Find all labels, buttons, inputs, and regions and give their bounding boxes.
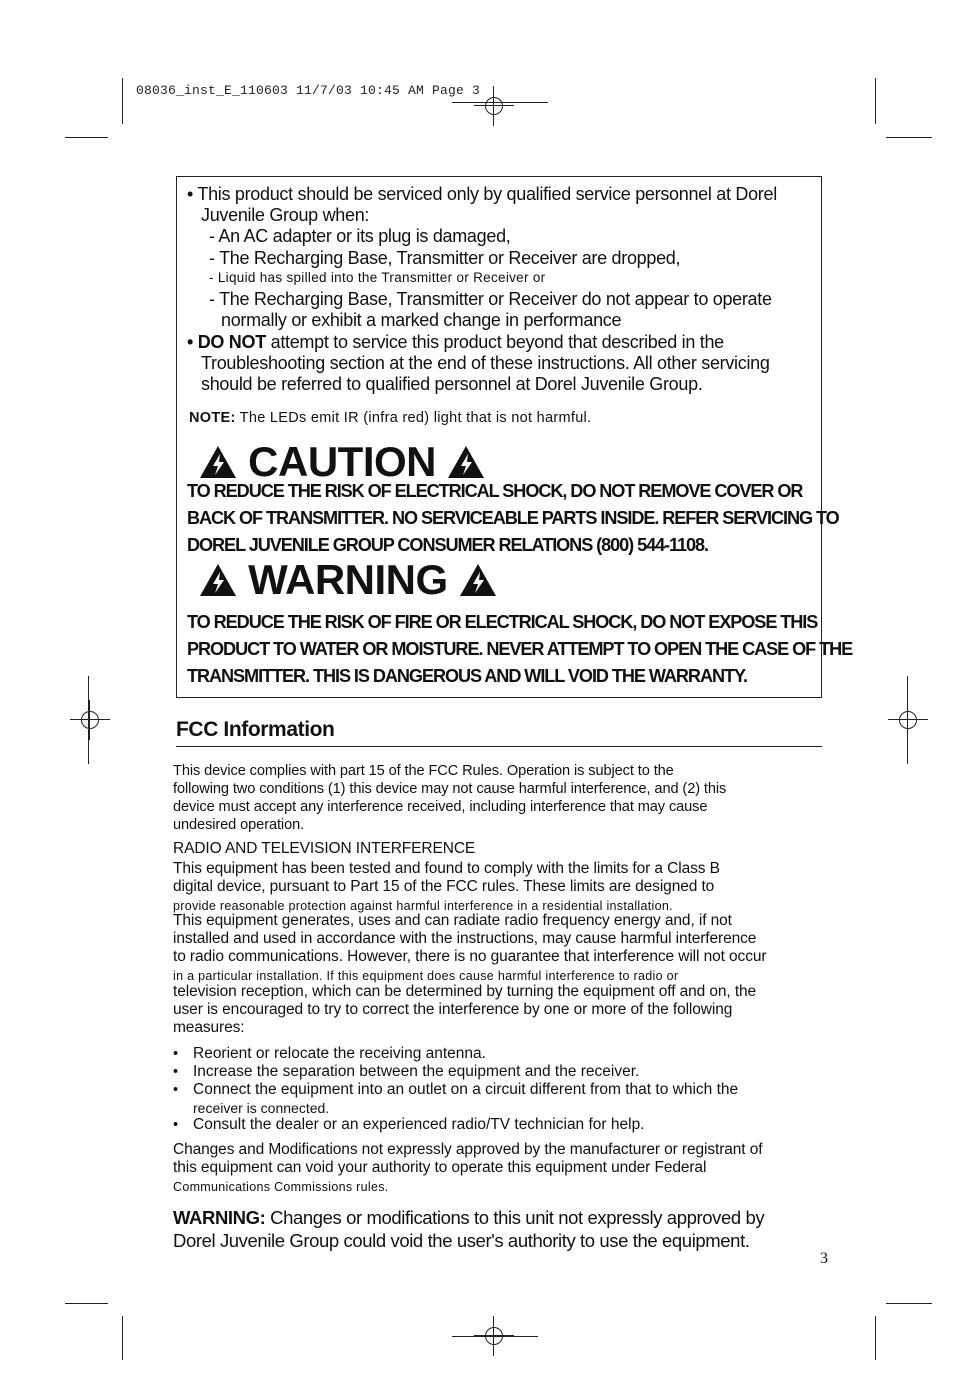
fcc-para2-line: television reception, which can be determined by turning the equipment off and on, the [173,983,757,1000]
note-line [189,409,591,427]
fcc-para2-line: installed and used in accordance with the instructions, may cause harmful interference [173,930,757,947]
fcc-para2-line: user is encouraged to try to correct the interference by one or more of the following [173,1001,733,1018]
do-not-line-2: Troubleshooting section at the end of these instructions. All other servicing [201,353,770,373]
fcc-warning-label: WARNING: [173,1207,266,1228]
fcc-bullet-text: Connect the equipment into an outlet on a circuit different from that to which the [193,1081,739,1098]
service-intro: • This product should be serviced only by qualified service personnel at Dorel [187,184,777,204]
service-condition: - An AC adapter or its plug is damaged, [209,226,511,246]
hazard-triangle-icon [199,563,237,597]
crop-mark [886,137,932,138]
crop-mark [452,1336,538,1337]
crop-mark [886,1303,932,1304]
warning-line: TO REDUCE THE RISK OF FIRE OR ELECTRICAL SHOCK, DO NOT EXPOSE THIS [187,611,818,632]
crop-mark [88,676,89,764]
fcc-para3-line: this equipment can void your authority to operate this equipment under Federal [173,1159,707,1176]
bullet-dot-icon: • [173,1117,179,1133]
bullet-dot-icon: • [173,1046,179,1062]
fcc-bullet [173,1045,486,1063]
safety-panel [176,176,853,698]
warning-line: PRODUCT TO WATER OR MOISTURE. NEVER ATTEMPT TO OPEN THE CASE OF THE [187,638,853,659]
caution-line: TO REDUCE THE RISK OF ELECTRICAL SHOCK, DO NOT REMOVE COVER OR [187,480,803,501]
registration-mark-icon [474,86,514,126]
fcc-para2-line: to radio communications. However, there is no guarantee that interference will not occur [173,948,767,965]
do-not-label: • DO NOT [187,332,266,352]
crop-mark [875,1316,876,1360]
service-condition: - Liquid has spilled into the Transmitter or Receiver or [209,270,546,285]
do-not-text: attempt to service this product beyond that described in the [265,332,724,352]
bullet-dot-icon: • [173,1082,179,1098]
crop-mark [122,1316,123,1360]
fcc-para2-line: provide reasonable protection against harmful interference in a residential installation. [173,899,673,913]
hazard-triangle-icon [199,445,237,479]
note-text: The LEDs emit IR (infra red) light that is not harmful. [235,410,592,426]
registration-mark-icon [70,700,110,740]
service-condition-cont: normally or exhibit a marked change in performance [221,310,622,330]
page-number: 3 [820,1250,828,1267]
fcc-para1-line: device must accept any interference received, including interference that may cause [173,799,708,815]
fcc-bullet [173,1116,645,1134]
fcc-warning-text: Changes or modifications to this unit not expressly approved by [265,1207,765,1228]
crop-mark [875,78,876,124]
crop-mark [65,137,108,138]
caution-title: CAUTION [248,438,436,485]
fcc-heading: FCC Information [176,718,335,741]
do-not-line [187,331,724,353]
fcc-bullet [173,1081,739,1099]
fcc-warning-line-2: Dorel Juvenile Group could void the user's authority to use the equipment. [173,1230,750,1251]
bullet-dot-icon: • [173,1064,179,1080]
fcc-para3-line: Communications Commissions rules. [173,1180,389,1194]
fcc-bullet-cont: receiver is connected. [193,1100,330,1116]
do-not-line-3: should be referred to qualified personnel at Dorel Juvenile Group. [201,374,703,394]
crop-mark [122,78,123,124]
fcc-para2-line: This equipment has been tested and found to comply with the limits for a Class B [173,860,720,877]
fcc-bullet-text: Increase the separation between the equipment and the receiver. [193,1063,640,1080]
fcc-para1-line: undesired operation. [173,817,305,833]
fcc-bullet-text: Consult the dealer or an experienced radio/TV technician for help. [193,1116,645,1133]
crop-mark [907,676,908,764]
fcc-bullet [173,1063,640,1081]
fcc-para2-line: digital device, pursuant to Part 15 of the FCC rules. These limits are designed to [173,878,715,895]
fcc-para1-line: This device complies with part 15 of the FCC Rules. Operation is subject to the [173,763,674,779]
warning-heading [199,557,497,603]
hazard-triangle-icon [459,563,497,597]
print-slug: 08036_inst_E_110603 11/7/03 10:45 AM Page 3 [136,83,481,98]
warning-line: TRANSMITTER. THIS IS DANGEROUS AND WILL VOID THE WARRANTY. [187,665,747,686]
fcc-para3-line: Changes and Modifications not expressly approved by the manufacturer or registrant of [173,1141,763,1158]
note-label: NOTE: [189,410,236,426]
fcc-para2-line: measures: [173,1019,245,1036]
fcc-subheading: RADIO AND TELEVISION INTERFERENCE [173,840,476,857]
fcc-para2-line: in a particular installation. If this equipment does cause harmful interference to radio or [173,969,679,983]
fcc-para2-line: This equipment generates, uses and can radiate radio frequency energy and, if not [173,912,732,929]
service-intro-2: Juvenile Group when: [201,205,370,225]
warning-title: WARNING [248,556,448,603]
caution-line: BACK OF TRANSMITTER. NO SERVICEABLE PARTS INSIDE. REFER SERVICING TO [187,507,839,528]
service-condition: - The Recharging Base, Transmitter or Receiver do not appear to operate [209,289,772,309]
fcc-bullet-text: Reorient or relocate the receiving antenna. [193,1045,486,1062]
service-condition: - The Recharging Base, Transmitter or Receiver are dropped, [209,248,681,268]
crop-mark [65,1303,108,1304]
fcc-warning-line [173,1207,764,1229]
fcc-divider [176,746,822,747]
caution-line: DOREL JUVENILE GROUP CONSUMER RELATIONS (800) 544-1108. [187,534,709,555]
hazard-triangle-icon [447,445,485,479]
fcc-para1-line: following two conditions (1) this device may not cause harmful interference, and (2) this [173,781,727,797]
